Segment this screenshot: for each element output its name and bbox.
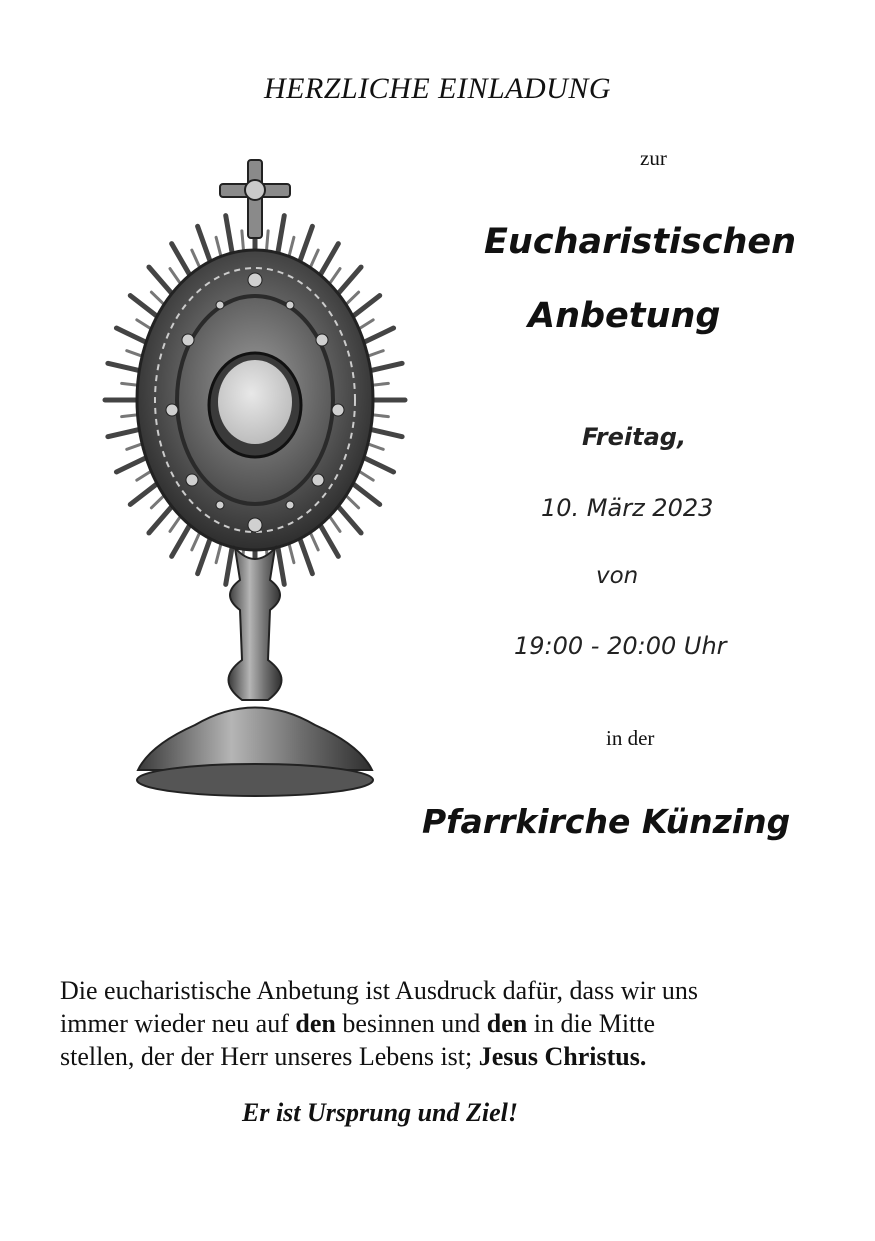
monstrance-base	[138, 708, 372, 771]
body-line-2-c: besinnen und	[335, 1009, 487, 1038]
weekday-text: Freitag,	[582, 423, 687, 451]
body-line-2-d: den	[486, 1009, 528, 1038]
invitation-heading: HERZLICHE EINLADUNG	[263, 72, 611, 105]
body-line-2	[60, 1007, 820, 1040]
body-line-1: Die eucharistische Anbetung ist Ausdruck dafür, dass wir uns	[60, 976, 699, 1005]
church-name: Pfarrkirche Künzing	[422, 802, 791, 841]
monstrance-stem	[229, 548, 282, 700]
host-window	[218, 360, 292, 444]
body-line-2-a: immer wieder neu auf	[60, 1009, 296, 1038]
motto-text: Er ist Ursprung und Ziel!	[242, 1098, 518, 1127]
body-line-2-e: in die Mitte	[527, 1009, 656, 1038]
body-line-3-a: stellen, der der Herr unseres Lebens ist;	[60, 1042, 479, 1071]
date-text: 10. März 2023	[541, 494, 714, 522]
in-der-text: in der	[606, 726, 655, 750]
cross-icon	[220, 160, 290, 238]
von-text: von	[596, 563, 639, 589]
body-paragraph	[60, 974, 820, 1073]
body-line-3-b: Jesus Christus.	[478, 1042, 647, 1071]
body-line-3	[60, 1040, 820, 1073]
monstrance-foot	[137, 764, 373, 796]
monstrance-icon	[100, 140, 410, 810]
body-line-2-b: den	[295, 1009, 336, 1038]
zur-text: zur	[640, 146, 667, 170]
title-line-1: Eucharistischen	[484, 222, 797, 262]
time-text: 19:00 - 20:00 Uhr	[514, 632, 727, 660]
title-line-2: Anbetung	[528, 296, 721, 336]
